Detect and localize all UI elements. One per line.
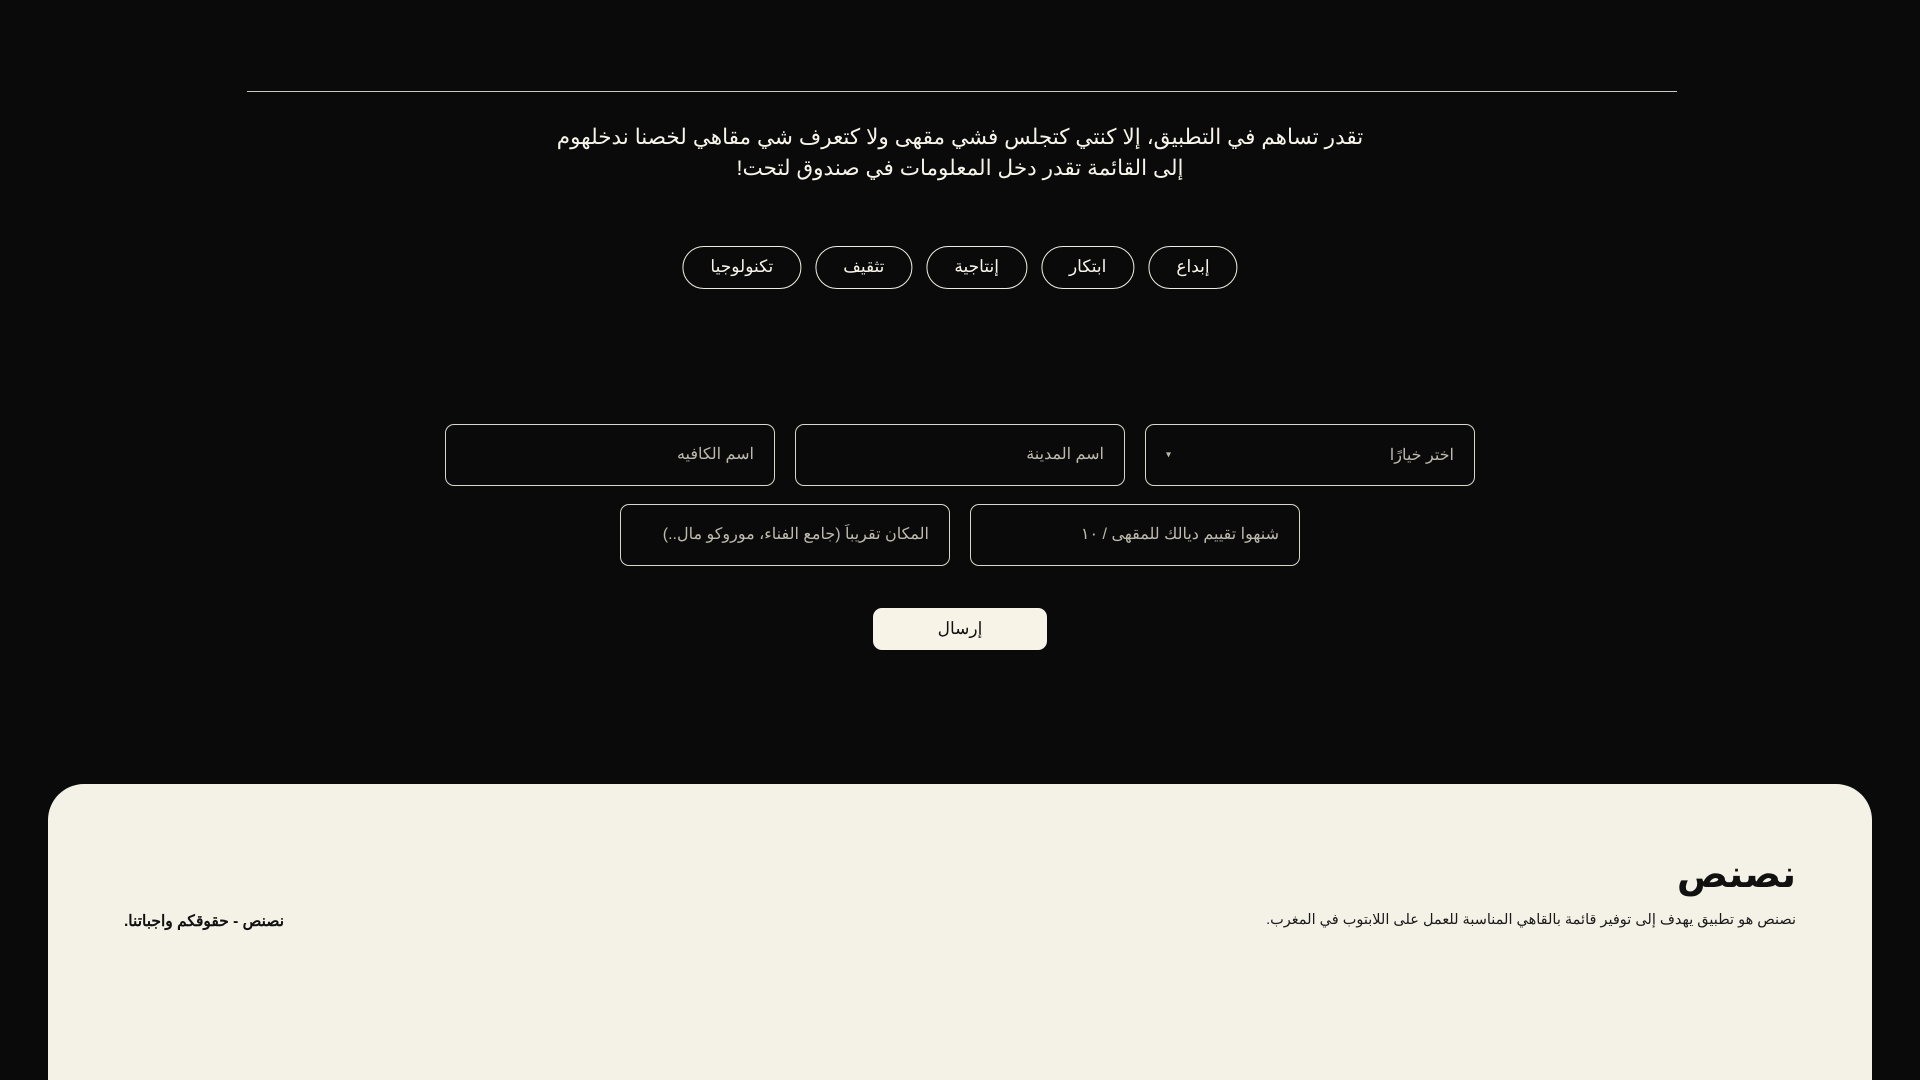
- tag-button-ibtikar[interactable]: ابتكار: [1041, 246, 1134, 289]
- tag-button-ibdaa[interactable]: إبداع: [1148, 246, 1237, 289]
- form-row-bottom: [445, 504, 1475, 566]
- choice-select[interactable]: [1166, 425, 1454, 485]
- place-input[interactable]: [641, 505, 929, 565]
- tag-button-tathqif[interactable]: تثقيف: [815, 246, 912, 289]
- choice-select-wrapper[interactable]: [1145, 424, 1475, 486]
- footer-copyright: نصنص - حقوقكم واجباتنا.: [124, 913, 285, 930]
- submit-row: [445, 608, 1475, 650]
- city-input[interactable]: [816, 425, 1104, 485]
- tag-button-intajiya[interactable]: إنتاجية: [926, 246, 1027, 289]
- cafe-name-input[interactable]: [466, 425, 754, 485]
- tag-button-technologia[interactable]: تكنولوجيا: [682, 246, 801, 289]
- rating-field-wrapper[interactable]: [970, 504, 1300, 566]
- place-field-wrapper[interactable]: [620, 504, 950, 566]
- submission-form: [445, 424, 1475, 650]
- footer-logo: نصنص: [1676, 852, 1796, 896]
- submit-button[interactable]: إرسال: [873, 608, 1047, 650]
- rating-input[interactable]: [991, 505, 1279, 565]
- intro-paragraph: تقدر تساهم في التطبيق، إلا كنتي كتجلس فشي مقهى ولا كتعرف شي مقاهي لخصنا ندخلهوم إلى القائمة تقدر دخل المعلومات في صندوق لتحت!: [556, 125, 1364, 180]
- tag-filter-group: [682, 246, 1237, 289]
- footer: [48, 784, 1872, 1080]
- cafe-field-wrapper[interactable]: [445, 424, 775, 486]
- city-field-wrapper[interactable]: [795, 424, 1125, 486]
- form-row-top: [445, 424, 1475, 486]
- top-divider: [247, 91, 1677, 92]
- footer-description: نصنص هو تطبيق يهدف إلى توفير قائمة بالقاهي المناسبة للعمل على اللابتوب في المغرب.: [1266, 912, 1796, 928]
- chevron-down-icon: ▾: [1165, 449, 1171, 461]
